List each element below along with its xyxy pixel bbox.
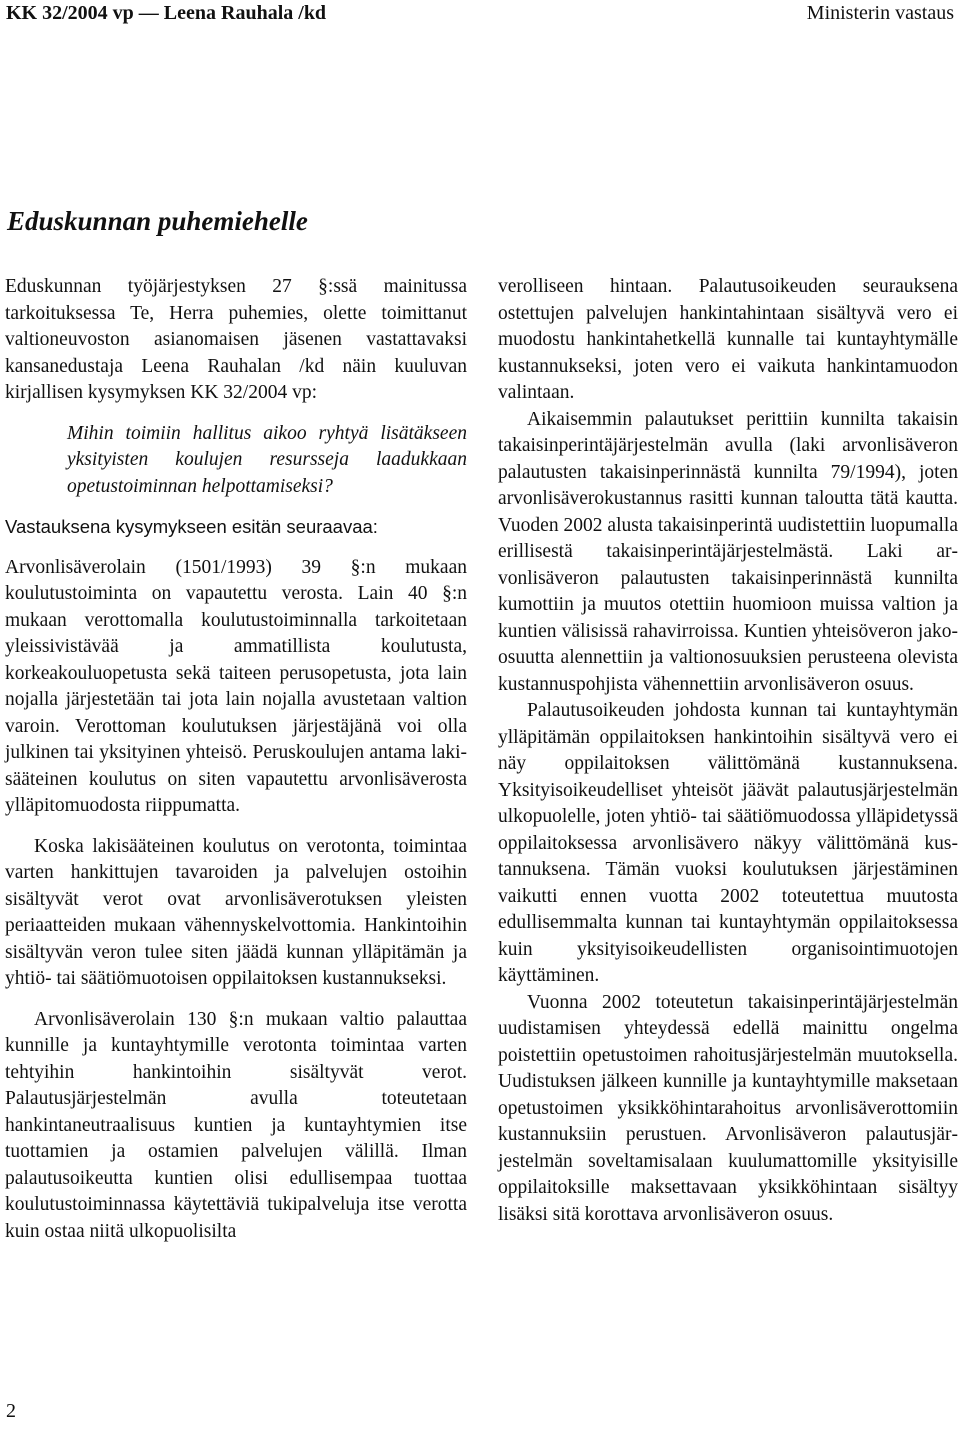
- intro-paragraph: Eduskunnan työjärjestyksen 27 §:ssä mainitussa tarkoituksessa Te, Herra puhemies, olette toimittanut valtioneuvoston asianomaisen jäsenen vastattavaksi kansanedustaja Leena Rauhalan /kd näin kuuluvan kirjallisen kysymyksen KK 32/2004 vp:: [5, 276, 467, 403]
- running-header-right: Ministerin vastaus: [806, 2, 954, 24]
- body-paragraph: Aikaisemmin palautukset perittiin kunnilta takaisin takaisinperintäjärjestelmän avulla (laki arvonlisäveron palautusten takaisinperinnästä kunnilta 79/1994), joten arvonlisäverokustannus rasitti kunnan taloutta tätä kautta. Vuoden 2002 alusta takaisinperintä uudistettiin luopumalla erillisestä takaisinperintäjärjestelmästä. Laki arvonlisäveron palautusten takaisinperinnästä kunnilta kumottiin ja muutos otettiin huomioon muissa valtion ja kuntien välisissä rahavirroissa. Kuntien yhteisöveron jako-osuutta alennettiin ja valtionosuuksien perusteena olevista kustannuspohjista vähennettiin arvonlisäveron osuus.: [498, 408, 958, 695]
- body-paragraph: verolliseen hintaan. Palautusoikeuden seurauksena ostettujen palvelujen hankintahintaan sisältyvä vero ei muodostu hankintahetkellä kunnalle tai kuntayhtymälle kustannukseksi, joten vero ei vaikuta hankintamuodon valintaan.: [498, 276, 958, 403]
- right-column: [498, 274, 958, 1228]
- page-title: Eduskunnan puhemiehelle: [7, 206, 308, 236]
- body-paragraph: Arvonlisäverolain (1501/1993) 39 §:n mukaan koulutustoiminta on vapautettu verosta. Lain 40 §:n mukaan verottomalla koulutustoiminnalla tarkoitetaan yleissivistävää ja ammatillista koulutusta, korkeakouluopetusta sekä taiteen perusopetusta, jota lain nojalla järjestetään tai jota lain nojalla avustetaan valtion varoin. Verottoman koulutuksen järjestäjänä voi olla julkinen tai yksityinen yhteisö. Peruskoulujen antama lakisääteinen koulutus on siten vapautettu arvonlisäverosta ylläpitomuodosta riippumatta.: [5, 556, 467, 816]
- body-paragraph: Vuonna 2002 toteutetun takaisinperintäjärjestelmän uudistamisen yhteydessä edellä mainittu ongelma poistettiin opetustoimen rahoitusjärjestelmän muutoksella. Uudistuksen jälkeen kunnille ja kuntayhtymille maksetaan opetustoimen yksikköhintarahoitus arvonlisäverottomiin kustannuksiin perustuen. Arvonlisäveron palautusjärjestelmän soveltamisalaan kuulumattomille yksityisille oppilaitoksille maksettavaan yksikköhintaan sisältyy lisäksi sitä korottava arvonlisäveron osuus.: [498, 991, 958, 1225]
- left-column: [5, 274, 467, 1245]
- running-header-left: KK 32/2004 vp — Leena Rauhala /kd: [6, 2, 327, 24]
- body-paragraph: Koska lakisääteinen koulutus on verotonta, toimintaa varten hankittujen tavaroiden ja palvelujen ostoihin sisältyvät verot ovat arvonlisäverotuksen yleisten periaatteiden mukaan vähennyskelvottomia. Hankintoihin sisältyvän veron tulee siten jäädä kunnan ylläpitämän ja yhtiö- tai säätiömuotoisen oppilaitoksen kustannukseksi.: [5, 835, 467, 989]
- answer-lead: Vastauksena kysymykseen esitän seuraavaa:: [5, 516, 378, 537]
- page-number: 2: [6, 1400, 16, 1422]
- body-paragraph: Palautusoikeuden johdosta kunnan tai kuntayhtymän ylläpitämän oppilaitoksen hankintoihin sisältyvä vero ei näy oppilaitoksen välittömänä kustannuksena. Yksityisoikeudelliset yhteisöt jäävät palautusjärjestelmän ulkopuolelle, joten yhtiö- tai säätiömuodossa ylläpidetyssä oppilaitoksessa arvonlisävero näkyy välittömänä kustannuksena. Tämän vuoksi koulutuksen järjestäminen vaikutti ennen vuotta 2002 toteutettua muutosta edullisemmalta kunnan tai kuntayhtymän oppilaitoksessa kuin yksityisoikeudellisten organisointimuotojen käyttäminen.: [498, 700, 958, 986]
- body-paragraph: Arvonlisäverolain 130 §:n mukaan valtio palauttaa kunnille ja kuntayhtymille verotonta toimintaa varten tehtyihin hankintoihin sisältyvät verot. Palautusjärjestelmän avulla toteutetaan hankintaneutraalisuus kuntien ja kuntayhtymien itse tuottamien ja ostamien palvelujen välillä. Ilman palautusoikeutta kuntien olisi edullisempaa tuottaa koulutustoiminnassa käytettäviä tukipalveluja itse verotta kuin ostaa niitä ulkopuolisilta: [5, 1008, 467, 1242]
- question-quote: Mihin toimiin hallitus aikoo ryhtyä lisätäkseen yksityisten koulujen resursseja laadukkaan opetustoiminnan helpottamiseksi?: [67, 422, 467, 497]
